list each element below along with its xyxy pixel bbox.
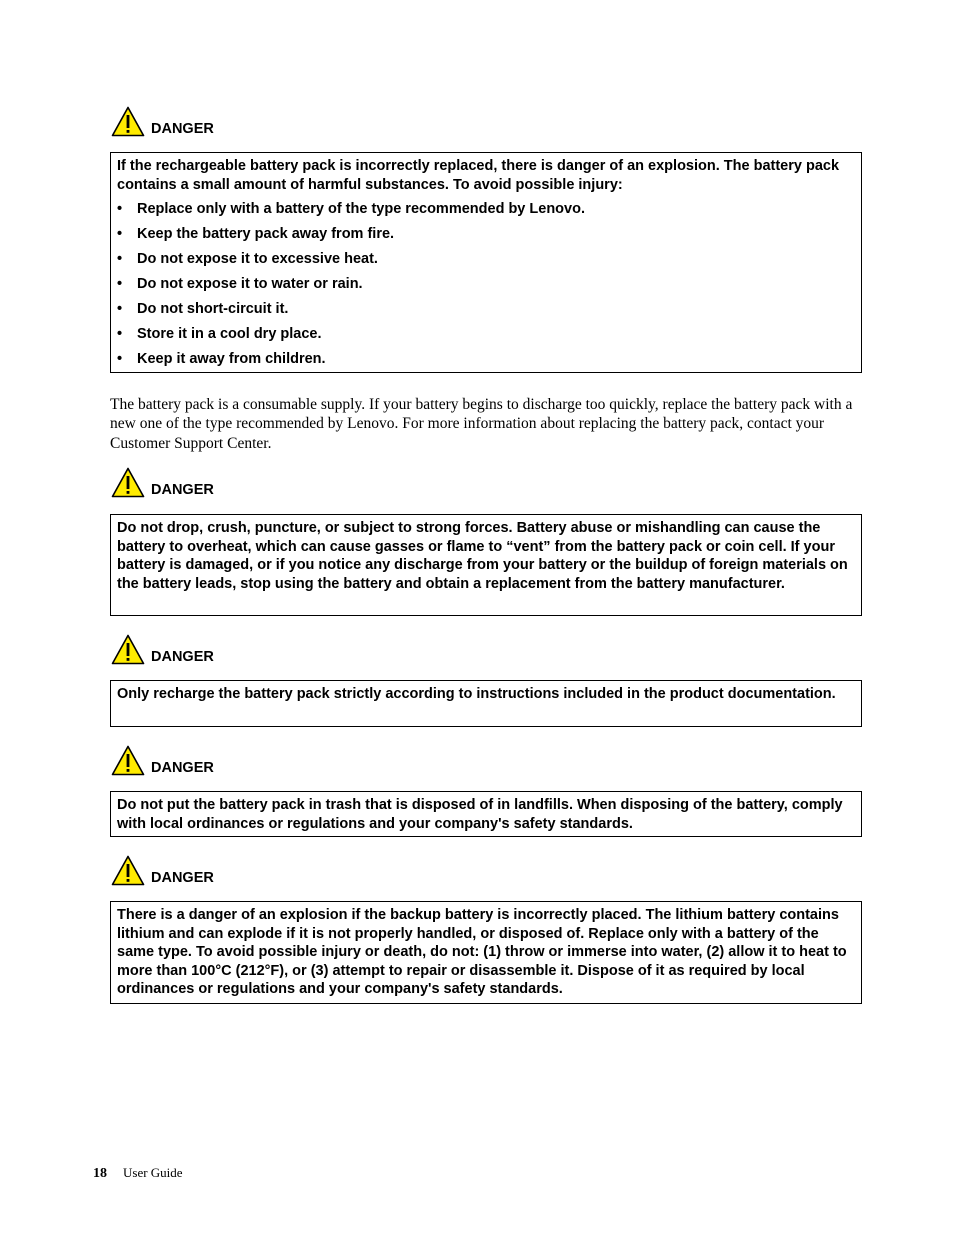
danger-notice-box-4 — [110, 791, 862, 837]
list-item: • Do not expose it to water or rain. — [117, 275, 853, 294]
warning-triangle-icon — [111, 634, 145, 665]
list-item: • Do not short-circuit it. — [117, 300, 853, 319]
danger-heading-5 — [111, 855, 214, 886]
danger-notice-text: Only recharge the battery pack strictly according to instructions included in the product documentation. — [117, 686, 836, 702]
page-footer — [93, 1165, 183, 1182]
page-number: 18 — [93, 1166, 107, 1181]
danger-heading-1 — [111, 106, 214, 137]
danger-notice-text: Do not drop, crush, puncture, or subject to strong forces. Battery abuse or mishandling can cause the battery to overheat, which can cause gasses or flame to “vent” from the battery pack or coin cell. If your battery is damaged, or if you notice any discharge from your battery or the buildup of foreign materials on the battery leads, stop using the battery and obtain a replacement from the battery manufacturer. — [117, 520, 848, 592]
danger-label: DANGER — [151, 870, 214, 886]
danger-notice-list — [117, 200, 853, 369]
warning-triangle-icon — [111, 467, 145, 498]
list-item: • Do not expose it to excessive heat. — [117, 250, 853, 269]
danger-notice-box-2 — [110, 514, 862, 616]
danger-notice-text: Do not put the battery pack in trash that is disposed of in landfills. When disposing of the battery, comply with local ordinances or regulations and your company's safety standards. — [117, 797, 843, 832]
warning-triangle-icon — [111, 855, 145, 886]
danger-heading-2 — [111, 467, 214, 498]
danger-heading-4 — [111, 745, 214, 776]
danger-notice-box-1 — [110, 152, 862, 373]
danger-label: DANGER — [151, 649, 214, 665]
danger-label: DANGER — [151, 482, 214, 498]
danger-notice-text: There is a danger of an explosion if the backup battery is incorrectly placed. The lithium battery contains lithium and can explode if it is not properly handled, or disposed of. Replace only with a battery of the same type. To avoid possible injury or death, do not: (1) throw or immerse into water, (2) allow it to heat to more than 100°C (212°F), or (3) attempt to repair or disassemble it. Dispose of it as required by local ordinances or regulations and your company's safety standards. — [117, 907, 847, 998]
list-item: • Keep it away from children. — [117, 350, 853, 369]
danger-notice-box-3 — [110, 680, 862, 727]
list-item: • Keep the battery pack away from fire. — [117, 225, 853, 244]
danger-label: DANGER — [151, 760, 214, 776]
list-item: • Replace only with a battery of the type recommended by Lenovo. — [117, 200, 853, 219]
body-paragraph: The battery pack is a consumable supply. If your battery begins to discharge too quickly, replace the battery pack with a new one of the type recommended by Lenovo. For more information about replacing the battery pack, contact your Customer Support Center. — [110, 396, 853, 452]
danger-notice-box-5 — [110, 901, 862, 1004]
warning-triangle-icon — [111, 106, 145, 137]
list-item: • Store it in a cool dry place. — [117, 325, 853, 344]
danger-notice-text: If the rechargeable battery pack is incorrectly replaced, there is danger of an explosion. The battery pack contains a small amount of harmful substances. To avoid possible injury: — [117, 158, 840, 193]
footer-title: User Guide — [123, 1165, 183, 1180]
danger-label: DANGER — [151, 121, 214, 137]
danger-heading-3 — [111, 634, 214, 665]
warning-triangle-icon — [111, 745, 145, 776]
